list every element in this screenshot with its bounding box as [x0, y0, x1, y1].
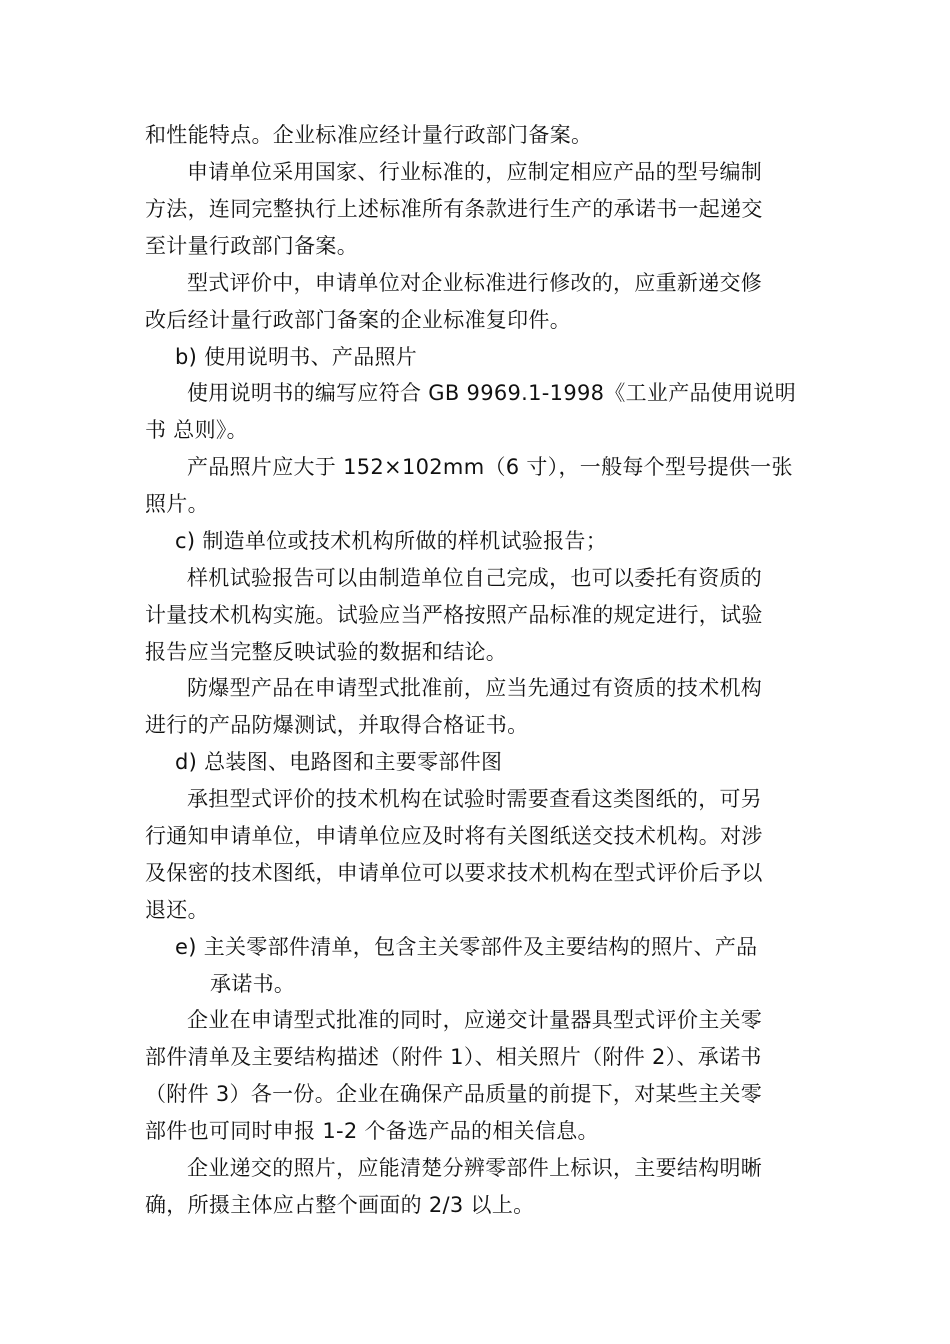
text-line: （附件 3）各一份。企业在确保产品质量的前提下，对某些主关零	[145, 1082, 763, 1106]
text-line: 型式评价中，申请单位对企业标准进行修改的，应重新递交修	[187, 271, 763, 295]
list-item-heading: d) 总装图、电路图和主要零部件图	[175, 750, 503, 774]
text-line: 行通知申请单位，申请单位应及时将有关图纸送交技术机构。对涉	[145, 824, 763, 848]
text-line: 申请单位采用国家、行业标准的，应制定相应产品的型号编制	[187, 160, 763, 184]
text-line: 使用说明书的编写应符合 GB 9969.1-1998《工业产品使用说明	[187, 381, 797, 405]
text-line: 照片。	[145, 492, 209, 516]
text-line: 及保密的技术图纸，申请单位可以要求技术机构在型式评价后予以	[145, 861, 763, 885]
text-line: 改后经计量行政部门备案的企业标准复印件。	[145, 308, 571, 332]
list-item-heading: e) 主关零部件清单，包含主关零部件及主要结构的照片、产品	[175, 935, 758, 959]
text-line: 企业在申请型式批准的同时，应递交计量器具型式评价主关零	[187, 1008, 763, 1032]
text-line: 部件清单及主要结构描述（附件 1）、相关照片（附件 2）、承诺书	[145, 1045, 762, 1069]
text-line: 产品照片应大于 152×102mm（6 寸），一般每个型号提供一张	[187, 455, 793, 479]
text-line: 部件也可同时申报 1-2 个备选产品的相关信息。	[145, 1119, 599, 1143]
list-item-continuation: 承诺书。	[210, 972, 296, 996]
text-line: 确，所摄主体应占整个画面的 2/3 以上。	[145, 1193, 535, 1217]
list-item-heading: c) 制造单位或技术机构所做的样机试验报告；	[175, 529, 608, 553]
text-line: 计量技术机构实施。试验应当严格按照产品标准的规定进行，试验	[145, 603, 763, 627]
text-line: 企业递交的照片，应能清楚分辨零部件上标识，主要结构明晰	[187, 1156, 763, 1180]
text-line: 书 总则》。	[145, 418, 248, 442]
text-line: 和性能特点。企业标准应经计量行政部门备案。	[145, 123, 593, 147]
text-line: 样机试验报告可以由制造单位自己完成，也可以委托有资质的	[187, 566, 763, 590]
text-line: 报告应当完整反映试验的数据和结论。	[145, 640, 508, 664]
text-line: 方法，连同完整执行上述标准所有条款进行生产的承诺书一起递交	[145, 197, 763, 221]
text-line: 承担型式评价的技术机构在试验时需要查看这类图纸的，可另	[187, 787, 763, 811]
text-line: 退还。	[145, 898, 209, 922]
text-line: 防爆型产品在申请型式批准前，应当先通过有资质的技术机构	[187, 676, 763, 700]
text-line: 进行的产品防爆测试，并取得合格证书。	[145, 713, 529, 737]
list-item-heading: b) 使用说明书、产品照片	[175, 345, 418, 369]
text-line: 至计量行政部门备案。	[145, 234, 358, 258]
